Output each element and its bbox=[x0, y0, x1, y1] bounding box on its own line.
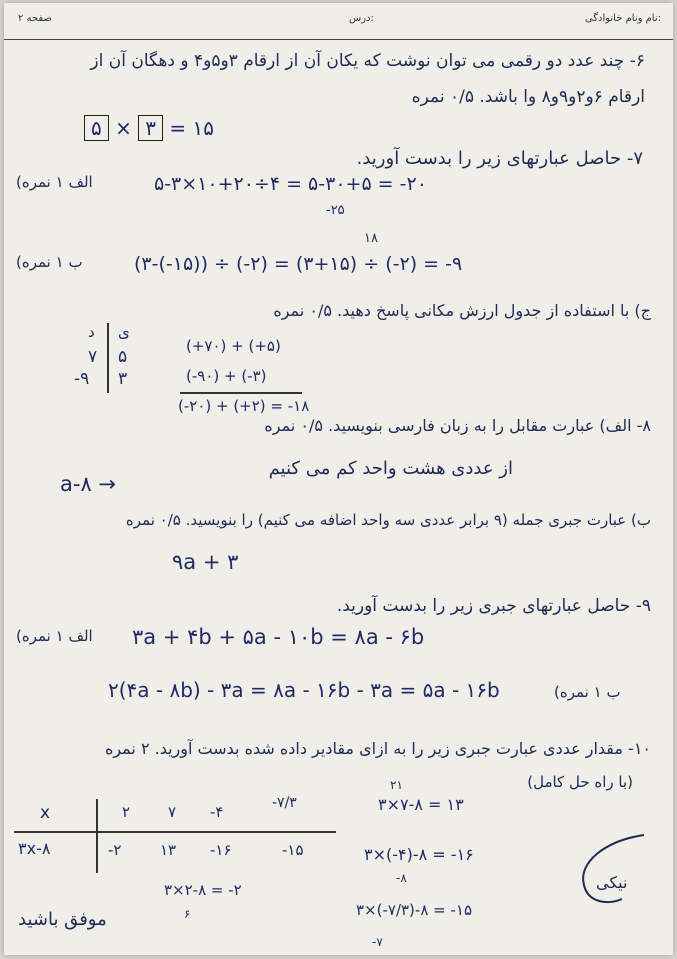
q7-c-title: ج) با استفاده از جدول ارزش مکانی پاسخ دهید. ۰/۵ نمره bbox=[273, 301, 651, 320]
table-r1-left: ۷ bbox=[88, 347, 98, 367]
q7-c-sum-line bbox=[180, 392, 302, 394]
page-label: صفحه ۲ bbox=[18, 13, 52, 24]
work2-under: -۸ bbox=[396, 871, 407, 885]
q7-c-calc1: (+۷۰) + (+۵) bbox=[186, 337, 281, 355]
work2: ۳×(-۴)-۸ = -۱۶ bbox=[364, 845, 474, 864]
q7-b-label: ب ۱ نمره) bbox=[16, 253, 83, 271]
q9-a-expr: ۳a + ۴b + ۵a - ۱۰b = ۸a - ۶b bbox=[132, 625, 425, 649]
q7-a-label: الف ۱ نمره) bbox=[16, 173, 93, 191]
x-value-3: -۴ bbox=[210, 803, 224, 821]
work4: ۳×۲-۸ = -۲ bbox=[164, 881, 242, 899]
signature: نیکی bbox=[596, 873, 628, 892]
result-1: -۲ bbox=[108, 841, 122, 859]
table-r2-left: -۹ bbox=[74, 369, 90, 389]
result-3: -۱۶ bbox=[210, 841, 232, 859]
table-r2-right: ۳ bbox=[118, 369, 128, 389]
row-expr-label: ۳x-۸ bbox=[18, 839, 51, 858]
x-value-2: ۷ bbox=[168, 803, 177, 821]
course-label: درس: bbox=[349, 13, 374, 24]
q8-a-text: ۸- الف) عبارت مقابل را به زبان فارسی بنویسید. ۰/۵ نمره bbox=[264, 416, 651, 435]
q6-box-2: ۳ bbox=[138, 115, 163, 141]
x-value-4: -۷/۳ bbox=[272, 795, 297, 811]
result-4: -۱۵ bbox=[282, 841, 304, 859]
q7-a-expr: ۵-۳×۱۰+۲۰÷۴ = ۵-۳۰+۵ = -۲۰ bbox=[154, 173, 427, 195]
table-head-left: د bbox=[88, 323, 95, 341]
result-2: ۱۳ bbox=[160, 841, 177, 859]
q6-times: × bbox=[115, 116, 132, 140]
q8-a-expr: a-۸ → bbox=[60, 472, 116, 496]
q9-b-expr: ۲(۴a - ۸b) - ۳a = ۸a - ۱۶b - ۳a = ۵a - ۱۶b bbox=[108, 678, 500, 702]
q8-a-answer: از عددی هشت واحد کم می کنیم bbox=[268, 458, 513, 479]
q7-b-over: ۱۸ bbox=[364, 231, 378, 246]
q9-title: ۹- حاصل عبارتهای جبری زیر را بدست آورید. bbox=[336, 596, 651, 616]
q7-c-calc3: (-۲۰) + (+۲) = -۱۸ bbox=[178, 397, 310, 415]
q7-a-under: -۲۵ bbox=[326, 203, 345, 218]
page-header bbox=[4, 3, 673, 40]
exam-paper bbox=[4, 3, 673, 955]
work4-under: ۶ bbox=[184, 907, 191, 921]
q6-answer bbox=[84, 115, 214, 141]
q7-c-calc2: (-۹۰) + (-۳) bbox=[186, 367, 267, 385]
signature-flourish bbox=[564, 823, 654, 913]
work1: ۳×۷-۸ = ۱۳ bbox=[378, 795, 464, 814]
row-x-label: x bbox=[40, 803, 51, 823]
q10-title: ۱۰- مقدار عددی عبارت جبری زیر را به ازای مقادیر داده شده بدست آورید. ۲ نمره bbox=[104, 739, 651, 758]
q6-text-line2: ارقام ۶و۲و۹و۸ وا باشد. ۰/۵ نمره bbox=[411, 87, 645, 107]
q8-b-text: ب) عبارت جبری جمله (۹ برابر عددی سه واحد اضافه می کنیم) را بنویسید. ۰/۵ نمره bbox=[125, 511, 651, 529]
work3-under: -۷ bbox=[372, 935, 383, 949]
q6-result: = ۱۵ bbox=[169, 116, 214, 140]
name-label: نام ونام خانوادگی: bbox=[584, 13, 661, 24]
work1-over: ۲۱ bbox=[390, 778, 403, 792]
q9-a-label: الف ۱ نمره) bbox=[16, 627, 93, 645]
x-value-1: ۲ bbox=[122, 803, 131, 821]
q10-subtitle: (با راه حل کامل) bbox=[527, 773, 633, 791]
q6-box-1: ۵ bbox=[84, 115, 109, 141]
q7-title: ۷- حاصل عبارتهای زیر را بدست آورید. bbox=[356, 148, 643, 169]
q6-text-line1: ۶- چند عدد دو رقمی می توان نوشت که یکان آن از ارقام ۳و۵و۴ و دهگان آن از bbox=[90, 51, 645, 71]
work3: ۳×(-۷/۳)-۸ = -۱۵ bbox=[356, 901, 473, 919]
table-head-right: ی bbox=[118, 323, 130, 341]
q8-b-answer: ۹a + ۳ bbox=[172, 550, 239, 574]
q9-b-label: ب ۱ نمره) bbox=[554, 683, 621, 701]
q7-b-expr: (۳-(-۱۵)) ÷ (-۲) = (۳+۱۵) ÷ (-۲) = -۹ bbox=[134, 253, 463, 275]
good-luck-text: موفق باشید bbox=[18, 909, 107, 930]
table-r1-right: ۵ bbox=[118, 347, 128, 367]
